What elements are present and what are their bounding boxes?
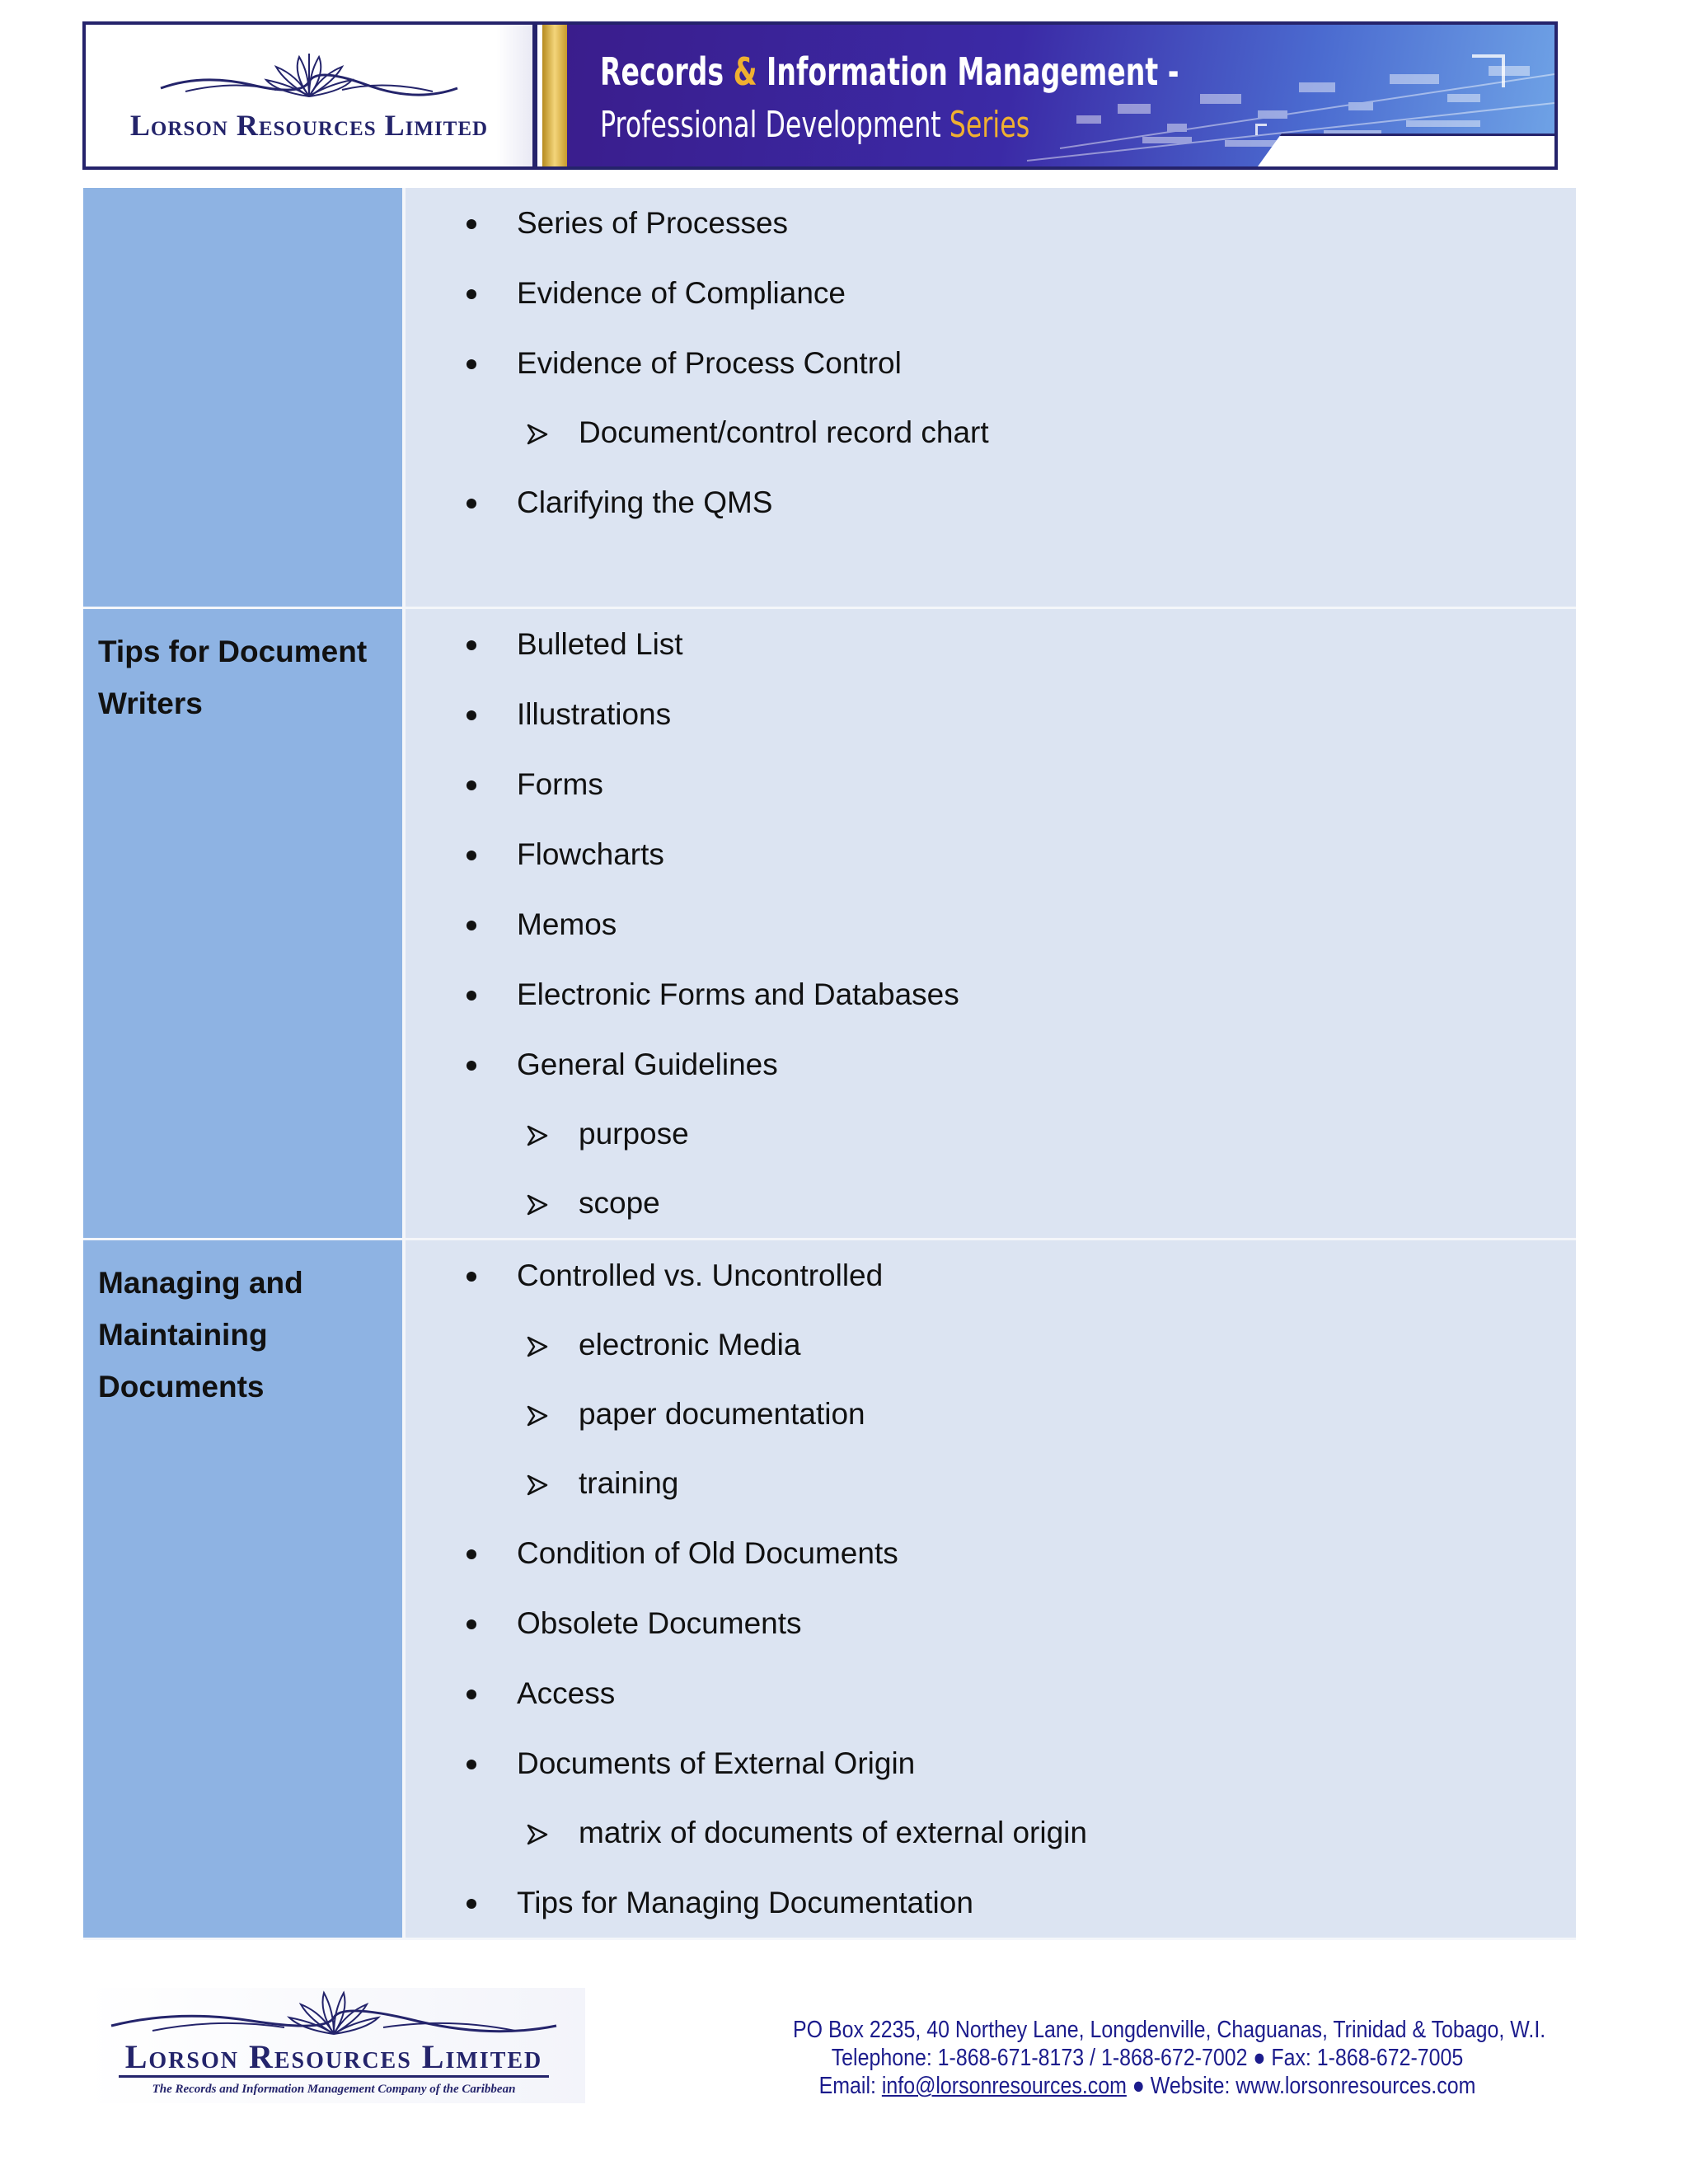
- list-item-text: Documents of External Origin: [517, 1746, 916, 1780]
- banner-title: Records & Information Management -: [600, 49, 1179, 94]
- table-row: [83, 607, 1576, 1239]
- bullet-dot-icon: [467, 1549, 476, 1559]
- list-item-text: Evidence of Compliance: [517, 276, 846, 310]
- topic-heading: Tips for Document Writers: [98, 634, 368, 720]
- topic-cell: [83, 607, 404, 1239]
- email-label: Email:: [818, 2073, 876, 2099]
- bullet-dot-icon: [467, 219, 476, 229]
- list-item-text: Clarifying the QMS: [517, 485, 773, 519]
- corner-bracket-icon: [1472, 54, 1505, 87]
- arrowhead-bullet-icon: [526, 1474, 549, 1497]
- bullet-dot-icon: [467, 640, 476, 650]
- bullet-dot-icon: [467, 1061, 476, 1071]
- arrowhead-bullet-icon: [526, 1404, 549, 1427]
- sub-list-item: [406, 1310, 1576, 1380]
- list-item-text: Bulleted List: [517, 626, 683, 661]
- bullet-dot-icon: [467, 1760, 476, 1769]
- list-item-text: Access: [517, 1675, 616, 1710]
- footer-address: PO Box 2235, 40 Northey Lane, Longdenville, Chaguanas, Trinidad & Tobago, W.I.: [793, 2017, 1546, 2043]
- bullet-dot-icon: [467, 359, 476, 369]
- company-name: Lorson Resources Limited: [129, 109, 489, 142]
- bullet-dot-icon: [467, 1272, 476, 1282]
- list-item-text: Flowcharts: [517, 837, 664, 871]
- list-item-text: scope: [579, 1185, 660, 1220]
- arrowhead-bullet-icon: [526, 423, 549, 446]
- footer-company-name: Lorson Resources Limited: [119, 2039, 550, 2078]
- sub-list-item: [406, 398, 1576, 467]
- email-link[interactable]: info@lorsonresources.com: [881, 2073, 1127, 2099]
- bullet-list: [406, 188, 1576, 537]
- table-row: [83, 188, 1576, 607]
- bullet-dot-icon: [467, 1619, 476, 1629]
- list-item-text: Controlled vs. Uncontrolled: [517, 1258, 884, 1292]
- list-item: [406, 258, 1576, 328]
- list-item: [406, 959, 1576, 1029]
- table-row: [83, 1239, 1576, 1938]
- arrowhead-bullet-icon: [526, 1335, 549, 1358]
- header-banner: [82, 21, 1558, 170]
- list-item: [406, 188, 1576, 258]
- footer-logo: [82, 1988, 585, 2103]
- lotus-logo-icon: [103, 1988, 565, 2039]
- list-item: [406, 749, 1576, 819]
- list-item-text: paper documentation: [579, 1396, 865, 1431]
- banner-subtitle: Professional Development Series: [600, 104, 1030, 146]
- detail-cell: [404, 1239, 1576, 1938]
- list-item: [406, 1240, 1576, 1310]
- list-item-text: Evidence of Process Control: [517, 346, 902, 380]
- lotus-logo-icon: [152, 49, 466, 106]
- sub-list-item: [406, 1099, 1576, 1169]
- detail-cell: [404, 188, 1576, 607]
- list-item-text: Series of Processes: [517, 206, 789, 240]
- list-item: [406, 1518, 1576, 1588]
- list-item: [406, 1868, 1576, 1938]
- list-item-text: General Guidelines: [517, 1047, 778, 1081]
- sub-list-item: [406, 1449, 1576, 1518]
- sub-list-item: [406, 1169, 1576, 1238]
- list-item-text: matrix of documents of external origin: [579, 1815, 1087, 1849]
- list-item-text: Illustrations: [517, 696, 672, 731]
- bullet-dot-icon: [467, 991, 476, 1001]
- arrowhead-bullet-icon: [526, 1193, 549, 1216]
- list-item-text: Electronic Forms and Databases: [517, 977, 959, 1011]
- list-item-text: training: [579, 1465, 679, 1500]
- footer-tagline: The Records and Information Management Company of the Caribbean: [152, 2083, 516, 2096]
- header-logo: [86, 25, 537, 166]
- bullet-dot-icon: [467, 289, 476, 299]
- sub-list-item: [406, 1798, 1576, 1868]
- detail-cell: [404, 607, 1576, 1239]
- list-item-text: Forms: [517, 766, 603, 801]
- list-item: [406, 1658, 1576, 1728]
- list-item: [406, 819, 1576, 889]
- list-item-text: Memos: [517, 907, 617, 941]
- list-item: [406, 467, 1576, 537]
- bullet-dot-icon: [467, 499, 476, 509]
- footer-phone: Telephone: 1-868-671-8173 / 1-868-672-7002 ● Fax: 1-868-672-7005: [831, 2045, 1464, 2071]
- list-item: [406, 1728, 1576, 1798]
- bullet-dot-icon: [467, 780, 476, 790]
- list-item: [406, 328, 1576, 398]
- corner-bracket-icon: [1255, 124, 1267, 135]
- bullet-list: [406, 1240, 1576, 1938]
- sub-list-item: [406, 1380, 1576, 1449]
- bullet-dot-icon: [467, 1690, 476, 1699]
- footer-contact: [735, 2016, 1559, 2100]
- topic-cell: [83, 188, 404, 607]
- website-text: ● Website: www.lorsonresources.com: [1132, 2073, 1476, 2099]
- bullet-dot-icon: [467, 710, 476, 720]
- topic-heading: Managing and Maintaining Documents: [98, 1265, 303, 1404]
- list-item-text: Document/control record chart: [579, 415, 989, 449]
- bullet-list: [406, 609, 1576, 1238]
- list-item: [406, 1029, 1576, 1099]
- list-item-text: Tips for Managing Documentation: [517, 1885, 973, 1919]
- topic-cell: [83, 1239, 404, 1938]
- list-item: [406, 609, 1576, 679]
- bullet-dot-icon: [467, 1899, 476, 1909]
- list-item: [406, 889, 1576, 959]
- arrowhead-bullet-icon: [526, 1124, 549, 1147]
- banner-step-decoration: [1258, 134, 1554, 166]
- course-outline-table: [83, 188, 1576, 1940]
- list-item: [406, 1588, 1576, 1658]
- list-item-text: purpose: [579, 1116, 689, 1151]
- list-item-text: Condition of Old Documents: [517, 1535, 898, 1570]
- footer-email-website: [793, 2072, 1502, 2100]
- list-item-text: Obsolete Documents: [517, 1605, 802, 1640]
- gold-divider: [542, 25, 567, 166]
- list-item: [406, 679, 1576, 749]
- list-item-text: electronic Media: [579, 1327, 801, 1361]
- bullet-dot-icon: [467, 921, 476, 930]
- bullet-dot-icon: [467, 851, 476, 860]
- arrowhead-bullet-icon: [526, 1823, 549, 1846]
